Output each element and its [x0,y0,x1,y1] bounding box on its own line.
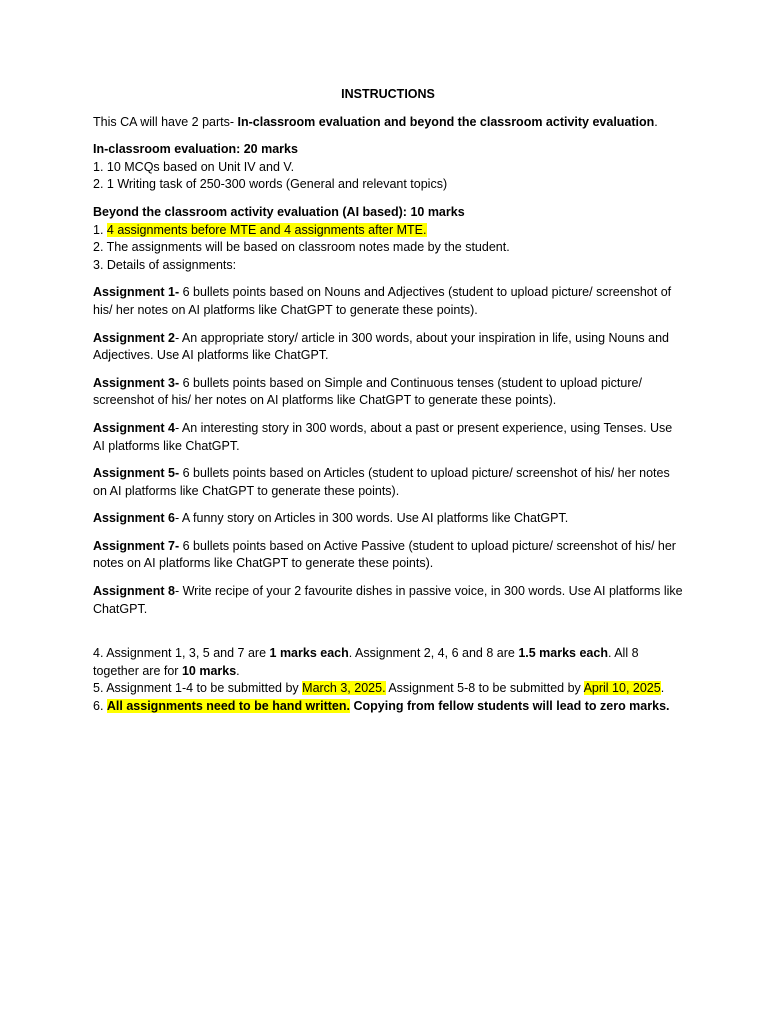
assignment-4 [93,420,683,455]
intro-bold: In-classroom evaluation and beyond the classroom activity evaluation [237,114,655,129]
in-class-section [93,141,683,194]
assignment-label: Assignment 4 [93,420,175,435]
intro-lead: This CA will have 2 parts- [93,114,238,129]
note-5-text: 5. Assignment 1-4 to be submitted by [93,681,303,696]
note-6-highlight: All assignments need to be hand written. [106,699,350,714]
document-title: INSTRUCTIONS [341,87,435,101]
notes-section [93,645,683,715]
assignment-1 [93,284,683,319]
assignment-text: - A funny story on Articles in 300 words. Use AI platforms like ChatGPT. [174,511,569,526]
assignment-2 [93,330,683,365]
note-5-date-1: March 3, 2025. [302,681,386,696]
note-4-bold-2: 1.5 marks each [518,646,608,661]
intro-tail: . [654,114,658,129]
in-class-item-2: 2. 1 Writing task of 250-300 words (General and relevant topics) [93,177,448,192]
assignment-text: 6 bullets points based on Nouns and Adjectives (student to upload picture/ screenshot of his/ her notes on AI platforms like ChatGPT to generate these points). [93,285,672,317]
note-5 [93,680,683,698]
note-6 [93,698,683,716]
note-4-bold-3: 10 marks [181,663,237,678]
note-4 [93,645,683,680]
note-5-text-3: . [660,681,665,696]
assignment-text: 6 bullets points based on Simple and Continuous tenses (student to upload picture/ screenshot of his/ her notes on AI platforms like ChatGPT to generate these points). [93,375,642,408]
assignment-label: Assignment 7- [93,538,180,553]
assignment-label: Assignment 5- [93,466,180,481]
note-5-date-2: April 10, 2025 [583,681,661,696]
assignment-text: - Write recipe of your 2 favourite dishes in passive voice, in 300 words. Use AI platforms like ChatGPT. [93,584,683,616]
in-class-heading: In-classroom evaluation: 20 marks [93,142,298,157]
beyond-item-1-highlight: 4 assignments before MTE and 4 assignments after MTE. [106,222,427,237]
assignment-3 [93,375,683,410]
assignment-label: Assignment 8 [93,584,175,599]
beyond-heading: Beyond the classroom activity evaluation (AI based): 10 marks [93,204,465,219]
document-page [93,86,683,726]
note-4-text-2: . Assignment 2, 4, 6 and 8 are [348,646,519,661]
in-class-item-1: 1. 10 MCQs based on Unit IV and V. [93,159,295,174]
beyond-item-2: 2. The assignments will be based on classroom notes made by the student. [93,240,510,255]
note-4-bold-1: 1 marks each [269,646,349,661]
note-4-text: 4. Assignment 1, 3, 5 and 7 are [93,646,270,661]
assignment-label: Assignment 6 [93,511,175,526]
beyond-item-1-number: 1. [93,222,107,237]
spacer [93,628,683,645]
note-4-text-4: . [236,663,240,678]
assignment-text: 6 bullets points based on Articles (student to upload picture/ screenshot of his/ her notes on AI platforms like ChatGPT to generate these points). [93,466,670,498]
assignment-label: Assignment 3- [93,375,180,390]
beyond-section [93,204,683,274]
assignment-7 [93,538,683,573]
assignment-5 [93,465,683,500]
note-5-text-2: Assignment 5-8 to be submitted by [385,681,584,696]
assignment-6 [93,510,683,528]
note-6-bold: Copying from fellow students will lead to zero marks. [350,699,670,714]
assignment-text: 6 bullets points based on Active Passive (student to upload picture/ screenshot of his/ her notes on AI platforms like ChatGPT to generate these points). [93,538,676,571]
note-6-number: 6. [93,699,107,714]
intro-paragraph [93,114,683,132]
assignment-text: - An interesting story in 300 words, about a past or present experience, using Tenses. Use AI platforms like ChatGPT. [93,420,673,453]
assignment-text: - An appropriate story/ article in 300 words, about your inspiration in life, using Nouns and Adjectives. Use AI platforms like ChatGPT. [93,330,669,363]
assignment-8 [93,583,683,618]
assignment-label: Assignment 2 [93,330,175,345]
note-4-text-3: . All 8 together are for [93,646,639,678]
beyond-item-3: 3. Details of assignments: [93,257,237,272]
beyond-item-1 [93,222,683,240]
assignment-label: Assignment 1- [93,285,180,300]
